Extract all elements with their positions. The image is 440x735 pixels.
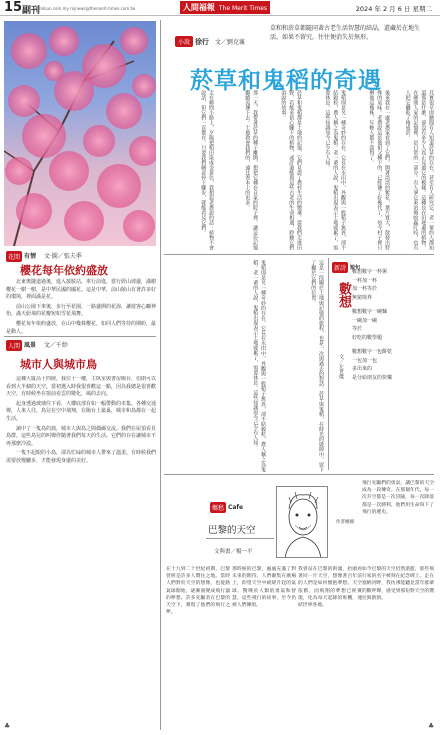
article-title: 菸草和鬼稻的奇遇 (190, 68, 382, 94)
byline: 文‧圖／張夫季 (43, 253, 82, 260)
article-column: 其實很早即聽聞有人知道菸草的存在，甚至有人研究它，老一輩的人都知道那是什麼，卻沒有多少人真正見過它的模樣。這種長在田埂邊的植物，在鄉間人家的記憶裡，是日常的一部分。有人拿它來治療蚊蟲叮咬，也有人把它曬乾了捲成菸。 (404, 90, 434, 250)
column-body: 這棟大廈高十四層，我住十一樓，主臥室與書房陽台，伯朗可以看到大半個的天空。當初選入時我很喜歡這一點，因為我總是很喜歡天空，有時候坐在窗前看雲的變化，風的去向。 起身透過玻璃往下看，大樓底部有如一幅帶動的市集。各種交通聲，人來人往，鳥兒在空中飛翔，在陽台上築巢，城市和鳥都在一起生活。 讀中了一隻鳥的窩，城市人與鳥之間偶爾交流。我們在屋頂看見鳥群，這些鳥兒的叫聲伴隨著我們每天的生活。它們的存在讓城市不再那麼冷漠。 一隻不起眼的小鳥，卻為忙碌的城市人帶來了溫柔。有時候我們需要放慢腳步，才能發現身邊的美好。 (6, 376, 156, 464)
column-body: 北東奧隧道過後，進入接駁站，車行前進，當行經山坡邊，滿樹櫻花一樹一樹，是中華民國的國花。這是中華，前山陵山有著許多好的環境，裡面滿是花。 前山公園下車後，步行至花園，一路盛開的花海，讓遊客心曠神怡，滿天紛飛的花瓣宛如雪花飛舞。 櫻花每年依約盛放，在山中幾株櫻花，如同人們等待的期盼，最是動人。 (6, 279, 157, 335)
article-column: 那時候的巴黎，處處充滿了對未來的期待。人們聚集在廣場上，仰望天空中緩緩升起的氣球，驚嘆於人類的勇氣和智慧。這些飛行的故事，至今仍被人們傳頌。 (232, 567, 296, 609)
cherry-blossom-illustration (4, 21, 156, 246)
author-portrait-sketch (276, 486, 328, 558)
issue-date: 2024 年 2 月 6 日 星期二 (355, 5, 432, 13)
article-lead: 草和和菸草都隨同著古老生活智慧的結晶，還藏於在地生活，如果不留究，往往便消失於無形。 (270, 25, 421, 41)
article-column: 那一天，我帶著菸草的種子離開，想把它種在自家的院子裡，讓這份記憶繼續流傳下去。土地教會我們的，遠比書本上的更多。 (244, 90, 258, 250)
article-column: 我曾站在巴黎的街頭，抬頭看著同一片天空，想像著百年前的人們是如何懷抱夢想。天空依舊，而飛翔的夢想已經實現，化為每天起降的班機，連結世界各地。 (298, 567, 362, 609)
article-title: 巴黎的天空 (208, 525, 256, 536)
club-icon: ♣ (4, 722, 11, 730)
page-number: 15 (4, 0, 23, 15)
title-underline (206, 538, 274, 539)
section-title: 副刊 (22, 6, 41, 16)
column-tag: 花間 有情 文‧圖／張夫季 (8, 253, 82, 261)
divider (164, 474, 434, 475)
article-column: 飛行先驅們的勇氣，讓巴黎的天空成為一段傳奇。在那個年代，每一次升空都是一次冒險，每一次降落都是一次勝利。他們用生命寫下了飛行的歷史。 (362, 481, 434, 515)
article-label: 小說 徐行 文／劉克襄 (175, 36, 245, 47)
article-column: 菸草和鬼稻都是土地的記憶，它們見證了農村生活的變遷。當我們走進田野，若能多留心腳下的植物，或許還能與這些古老的生命相遇，聆聽它們訴說的故事。 (280, 90, 302, 250)
byline: 文／千紗 (43, 342, 68, 349)
article-column: 後來我在一處老農家看到了它們，開著淡淡的紫花，葉片寬大，散發出特殊的氣味。老農說這是他祖父種下的，已經傳了好幾代了，如今村子裡只剩他這幾株，年輕人都不認得了。 (368, 90, 390, 250)
column-tag: 人間 風景 文／千紗 (8, 342, 68, 350)
poem-title: 數想 (336, 282, 351, 308)
poem-tag: 新詩 短句 (332, 262, 360, 273)
portrait-caption: 作者繪圖 (336, 520, 354, 525)
article-column: 鬼稻則是另一種奇妙的存在。它長在水田中，外觀與一般稻子無異，卻不結穀粒，農人稱之為鬼稻。老一輩的人說，鬼稻出現表示土地疲累了，需要休息。這些知識如今已少有人知。 (252, 260, 266, 472)
poem-body: 數想數字一杯粥 一杯加一杯 加一杯等於 無窮境界 數想數字一碗麵 一碗加一碗 等於 好吃的數學題 數想數字一包餅乾 一包加一包 多出來的 是分給朋友的快樂 (352, 269, 393, 381)
article-column: 這是一段關於土地與記憶的旅程，也是一次與過去的對話。菸草與鬼稻，在時光的縫隙中，留下了屬於它們的位置。 (310, 260, 324, 472)
portrait-illustration (277, 487, 328, 558)
page-header (0, 0, 440, 16)
article-column: 鬼稻則是另一種奇妙的存在。它長在水田中，外觀與一般稻子無異，卻不結穀粒，農人稱之為鬼稻。老一輩的人說，鬼稻出現表示土地疲累了，需要休息。這些知識如今已少有人知。 (324, 90, 346, 250)
masthead-logo: 人間福報 The Merit Times (180, 1, 270, 14)
column-title: 櫻花每年依約盛放 (20, 264, 108, 277)
club-icon: ♣ (428, 722, 435, 730)
poem-author: 文／左世傑 (338, 354, 344, 379)
article-column: 走在鄉間小路上，夕陽把稻田染成金黃色，我想起老農說的話：植物不會說話，但它們一直都在。只要我們願意停下腳步，就能看見它們。 (200, 90, 214, 250)
site-url: mdsun.com.my mjnews@themerit-times.com.tw (38, 6, 136, 11)
column-title: 城市人與城市鳥 (20, 358, 97, 371)
article-column: 在十九到二十世紀初期，巴黎曾經是許多人嚮往之地。當時人們對於天空的想像，也從熱氣球開始，逐漸演變成飛行器的夢想。許多先驅者在巴黎的天空下，實現了他們的飛行之夢。 (166, 567, 230, 616)
cherry-blossom-photo (4, 21, 156, 246)
divider (4, 336, 156, 337)
divider (164, 254, 434, 255)
article-author: 文與畫／楊一平 (214, 549, 253, 555)
article-column: 如今巴黎的天空仍然湛藍，那些飛行家的名字被刻在紀念碑上。走在塞納河畔，我彷彿能聽見當年群眾的歡呼聲，感受到那份對天空的嚮往與熱情。 (362, 567, 434, 601)
poem-divider (328, 258, 329, 470)
column-divider (160, 20, 161, 730)
column-tag: 鄉愁 Cafe (212, 504, 244, 512)
